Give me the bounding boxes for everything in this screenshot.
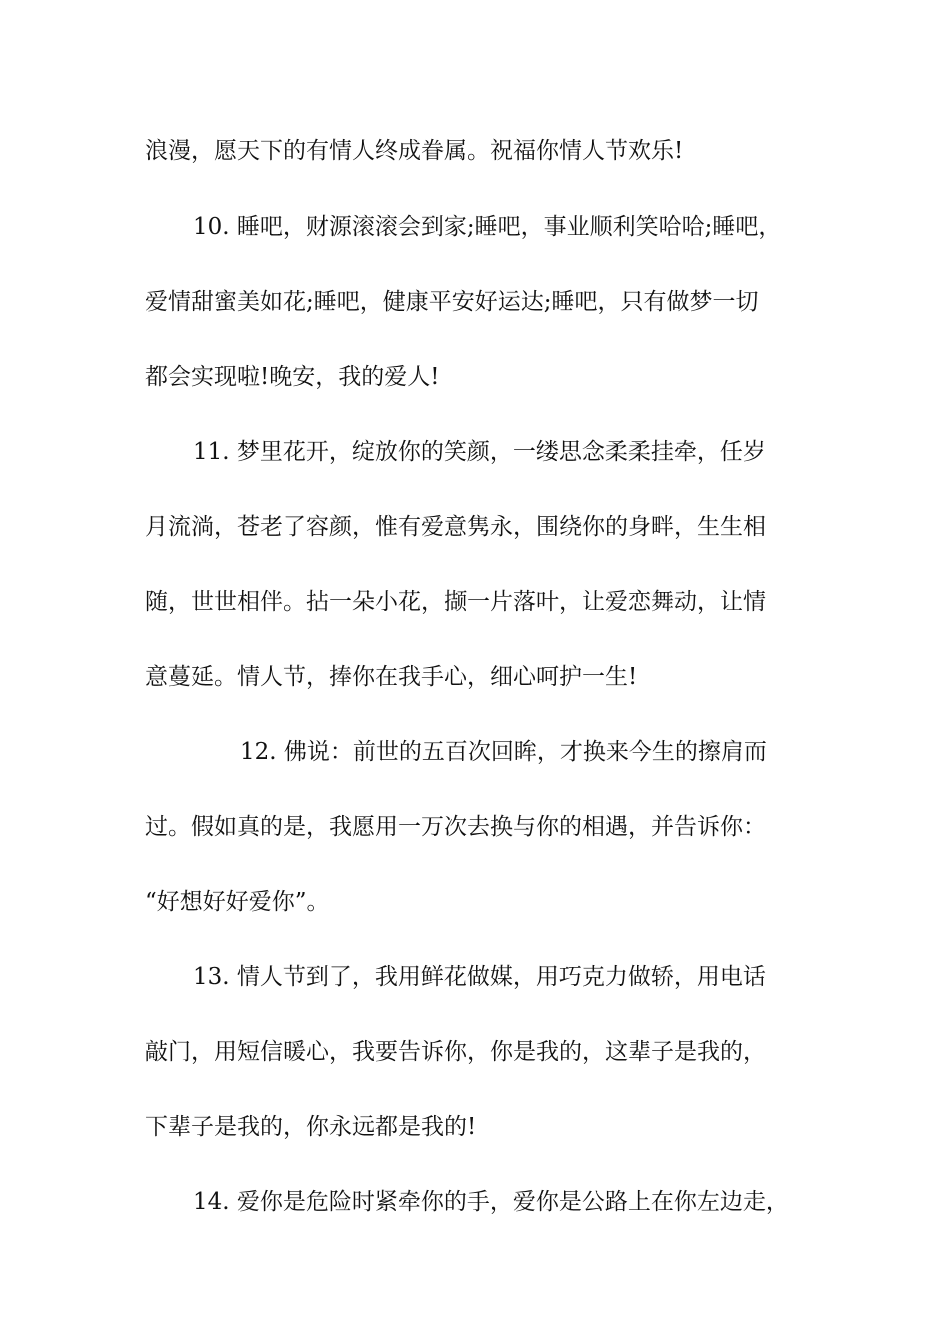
text-line: 爱情甜蜜美如花;睡吧，健康平安好运达;睡吧，只有做梦一切 <box>145 289 759 315</box>
text-line: 过。假如真的是，我愿用一万次去换与你的相遇，并告诉你： <box>145 814 766 840</box>
text-line: “好想好好爱你”。 <box>145 889 330 915</box>
text-line: 14. 爱你是危险时紧牵你的手，爱你是公路上在你左边走， <box>193 1189 789 1215</box>
text-line: 敲门，用短信暖心，我要告诉你，你是我的，这辈子是我的， <box>145 1039 766 1065</box>
text-line: 13. 情人节到了，我用鲜花做媒，用巧克力做轿，用电话 <box>193 964 766 990</box>
text-line: 12. 佛说：前世的五百次回眸，才换来今生的擦肩而 <box>240 739 767 765</box>
text-line: 浪漫，愿天下的有情人终成眷属。祝福你情人节欢乐! <box>145 138 684 164</box>
text-line: 意蔓延。情人节，捧你在我手心，细心呵护一生! <box>145 664 638 690</box>
text-line: 11. 梦里花开，绽放你的笑颜，一缕思念柔柔挂牵，任岁 <box>193 439 766 465</box>
text-line: 都会实现啦!晚安，我的爱人! <box>145 364 440 390</box>
text-line: 10. 睡吧，财源滚滚会到家;睡吧，事业顺利笑哈哈;睡吧， <box>193 214 782 240</box>
text-line: 月流淌，苍老了容颜，惟有爱意隽永，围绕你的身畔，生生相 <box>145 514 766 540</box>
text-line: 下辈子是我的，你永远都是我的! <box>145 1114 477 1140</box>
text-line: 随，世世相伴。拈一朵小花，撷一片落叶，让爱恋舞动，让情 <box>145 589 766 615</box>
